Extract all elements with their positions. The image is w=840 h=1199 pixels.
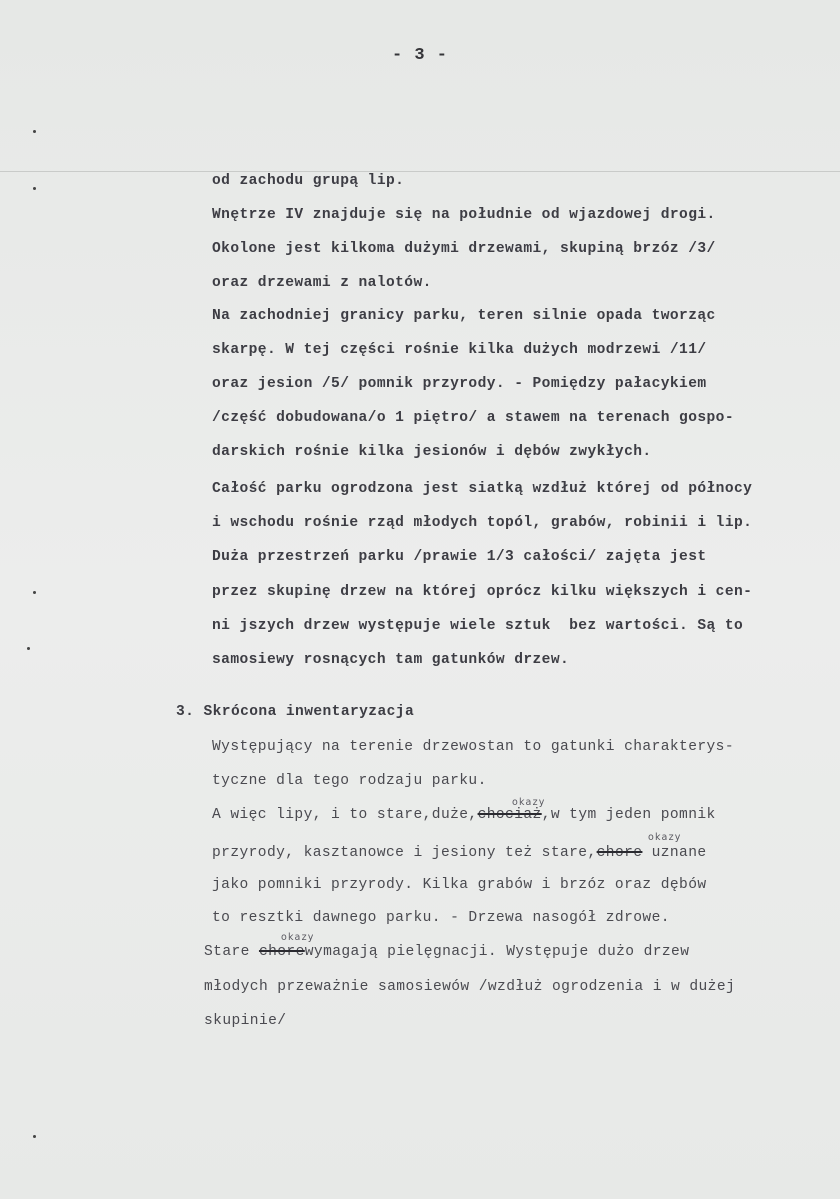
text-line: młodych przeważnie samosiewów /wzdłuż ogrodzenia i w dużej	[204, 979, 736, 995]
text-line: /część dobudowana/o 1 piętro/ a stawem na terenach gospo-	[212, 410, 734, 426]
text-segment: uznane	[642, 845, 707, 861]
margin-hole-mark	[27, 647, 30, 650]
section-heading: 3. Skrócona inwentaryzacja	[176, 704, 415, 720]
text-line-with-correction	[204, 944, 689, 960]
text-segment: wymagają pielęgnacji. Występuje dużo drzew	[304, 944, 690, 960]
handwritten-correction: okazy	[281, 932, 315, 943]
text-line: Duża przestrzeń parku /prawie 1/3 całości/ zajęta jest	[212, 549, 707, 565]
text-segment: ,w tym jeden pomnik	[541, 807, 716, 823]
text-segment: Stare	[204, 944, 259, 960]
text-line: Okolone jest kilkoma dużymi drzewami, skupiną brzóz /3/	[212, 241, 716, 257]
page-number: - 3 -	[392, 46, 449, 65]
margin-hole-mark	[33, 187, 36, 190]
text-line-with-correction	[212, 845, 707, 861]
fold-line	[0, 171, 840, 172]
text-line: skupinie/	[204, 1013, 287, 1029]
text-line: przez skupinę drzew na której oprócz kilku większych i cen-	[212, 584, 753, 600]
text-line: samosiewy rosnących tam gatunków drzew.	[212, 652, 570, 668]
margin-hole-mark	[33, 1135, 36, 1138]
text-line: Na zachodniej granicy parku, teren silnie opada tworząc	[212, 308, 716, 324]
text-line: Całość parku ogrodzona jest siatką wzdłuż której od północy	[212, 481, 753, 497]
text-line-with-correction	[212, 807, 716, 823]
struck-word: chore	[258, 944, 305, 960]
text-line: darskich rośnie kilka jesionów i dębów zwykłych.	[212, 444, 652, 460]
text-line: to resztki dawnego parku. - Drzewa nasogół zdrowe.	[212, 910, 670, 926]
text-segment: A więc lipy, i to stare,duże,	[212, 807, 478, 823]
text-line: oraz jesion /5/ pomnik przyrody. - Pomiędzy pałacykiem	[212, 376, 707, 392]
text-line: Występujący na terenie drzewostan to gatunki charakterys-	[212, 739, 734, 755]
text-line: Wnętrze IV znajduje się na południe od wjazdowej drogi.	[212, 207, 716, 223]
handwritten-correction: okazy	[648, 832, 682, 843]
text-line: jako pomniki przyrody. Kilka grabów i brzóz oraz dębów	[212, 877, 707, 893]
text-line: ni jszych drzew występuje wiele sztuk bez wartości. Są to	[212, 618, 744, 634]
text-line: oraz drzewami z nalotów.	[212, 275, 432, 291]
text-line: tyczne dla tego rodzaju parku.	[212, 773, 487, 789]
margin-hole-mark	[33, 130, 36, 133]
text-segment: przyrody, kasztanowce i jesiony też stare,	[212, 845, 597, 861]
struck-word: chore	[596, 845, 643, 861]
text-line: i wschodu rośnie rząd młodych topól, grabów, robinii i lip.	[212, 515, 753, 531]
margin-hole-mark	[33, 591, 36, 594]
text-line: skarpę. W tej części rośnie kilka dużych modrzewi /11/	[212, 342, 707, 358]
struck-word: chociaż	[477, 807, 542, 823]
text-line: od zachodu grupą lip.	[212, 173, 405, 189]
handwritten-correction: okazy	[512, 797, 546, 808]
